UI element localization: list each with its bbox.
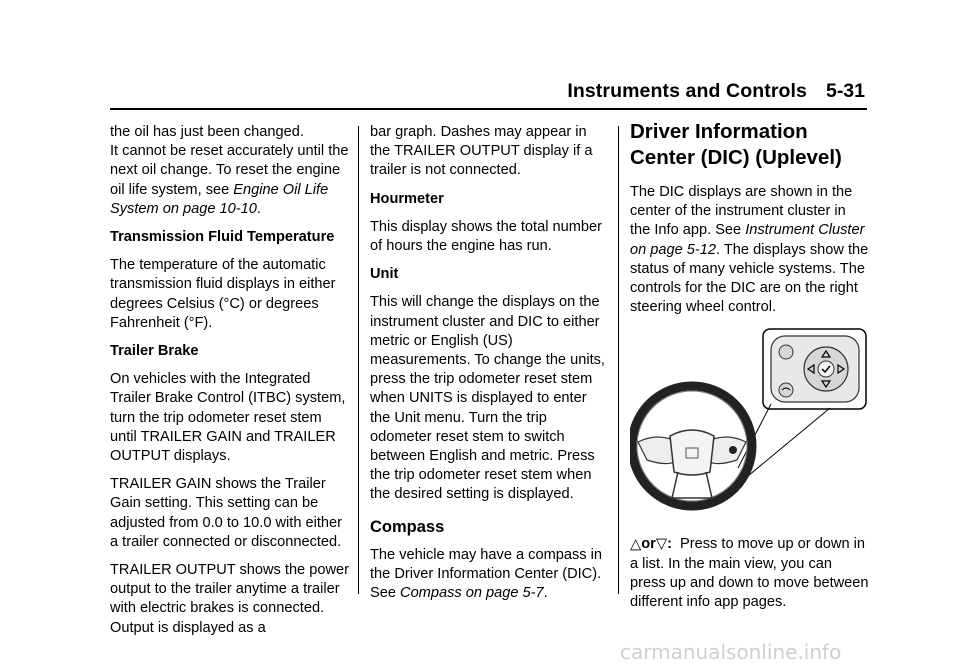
paragraph: This will change the displays on the instrument cluster and DIC to either metric or English (US) measurements. To change the units, press the trip odometer reset stem when UNITS is displayed to enter the Unit menu. Turn the trip odometer reset stem to switch between English and metric. Press the trip odometer reset stem when the desired setting is displayed. [370, 294, 605, 503]
paragraph: TRAILER OUTPUT shows the power output to the trailer anytime a trailer with electric brakes is connected. Output is displayed as a [110, 562, 349, 636]
select-button [818, 361, 834, 377]
paragraph: On vehicles with the Integrated Trailer Brake Control (ITBC) system, turn the trip odometer reset stem until TRAILER GAIN and TRAILER OUTPUT displays. [110, 371, 346, 465]
page-header [0, 80, 960, 110]
voice-button [779, 345, 793, 359]
header-title: Instruments and Controls [567, 80, 807, 102]
page-number: 5-31 [825, 80, 865, 102]
paragraph: The DIC displays are shown in the center of the instrument cluster in the Info app. See Instrument Cluster on page 5-12. The displays show the status of many vehicle systems. The controls for the DIC are on the right steering wheel control. [630, 184, 869, 316]
paragraph: bar graph. Dashes may appear in the TRAILER OUTPUT display if a trailer is not connected. [370, 124, 593, 179]
cross-reference-link[interactable]: Compass on page 5-7 [400, 585, 544, 602]
phone-button [779, 383, 793, 397]
subheading: Trailer Brake [110, 343, 199, 360]
column-3 [630, 120, 870, 621]
paragraph: This display shows the total number of hours the engine has run. [370, 218, 602, 255]
cross-reference-link[interactable]: Instrument Cluster on page 5-12 [630, 222, 865, 258]
paragraph: The vehicle may have a compass in the Driver Information Center (DIC). See Compass on page 5-7. [370, 546, 602, 602]
horn-pad [670, 430, 714, 475]
section-heading: Compass [370, 517, 445, 536]
subheading: Unit [370, 266, 399, 283]
down-arrow-icon: ▽ [655, 536, 668, 553]
right-control-highlight [729, 446, 737, 454]
paragraph: TRAILER GAIN shows the Trailer Gain setting. This setting can be adjusted from 0.0 to 10.0 with either a trailer connected or disconnected. [110, 476, 343, 550]
steering-wheel-illustration [630, 326, 870, 519]
steering-wheel-controls-diagram [630, 326, 870, 519]
lower-spoke [672, 472, 712, 498]
section-title: Driver Information Center (DIC) (Uplevel) [630, 120, 842, 169]
column-2 [370, 123, 610, 612]
paragraph: ▽or▽: Press to move up or down in a list. In the main view, you can press up and down to move between different info app pages. [630, 536, 869, 611]
column-divider [358, 126, 359, 594]
cross-reference-link[interactable]: Engine Oil Life System on page 10-10 [110, 181, 329, 217]
watermark: carmanualsonline.info [620, 640, 842, 664]
paragraph: the oil has just been changed. It cannot be reset accurately until the next oil change. To reset the engine oil life system, see Engine Oil Life System on page 10-10. [110, 124, 349, 217]
paragraph: The temperature of the automatic transmission fluid displays in either degrees Celsius (°C) or degrees Fahrenheit (°F). [110, 257, 336, 331]
column-1 [110, 123, 350, 647]
subheading: Hourmeter [370, 190, 444, 207]
up-arrow-icon: ▽ [630, 537, 642, 554]
subheading: Transmission Fluid Temperature [110, 229, 335, 246]
header-rule [110, 108, 867, 110]
column-divider [618, 126, 619, 594]
